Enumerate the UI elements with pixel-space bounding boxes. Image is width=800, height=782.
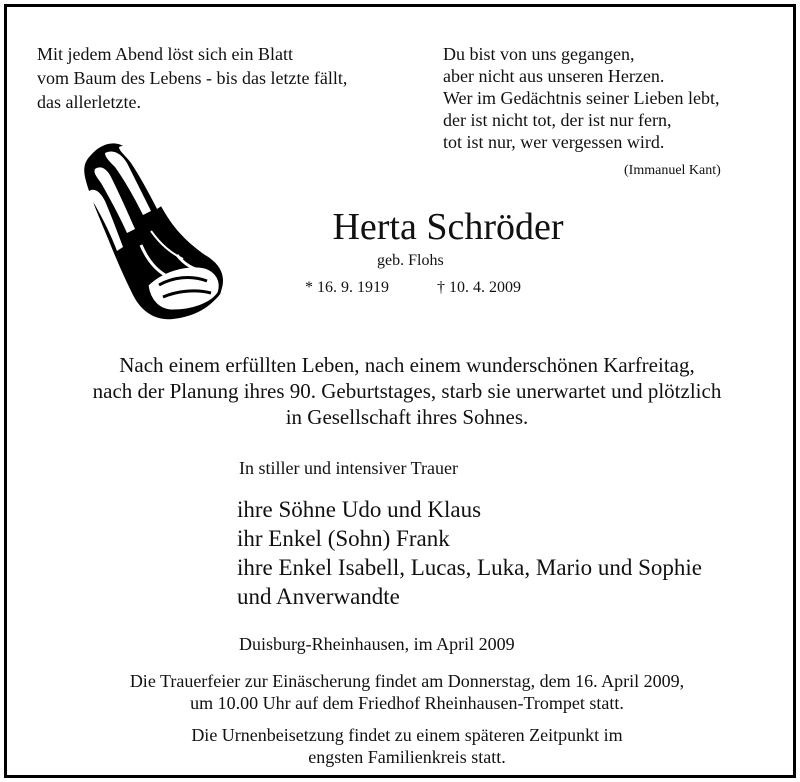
ceremony-line: um 10.00 Uhr auf dem Friedhof Rheinhausen-Trompet statt.	[190, 693, 624, 713]
birth-line	[305, 279, 389, 297]
place-date: Duisburg-Rheinhausen, im April 2009	[239, 634, 515, 654]
poem-right-line: Du bist von uns gegangen,	[443, 44, 635, 64]
urn-line: Die Urnenbeisetzung findet zu einem späteren Zeitpunkt im	[191, 725, 623, 745]
deceased-name	[7, 205, 800, 249]
poem-right-line: aber nicht aus unseren Herzen.	[443, 66, 665, 86]
intro-text	[7, 352, 800, 430]
death-line	[437, 279, 521, 297]
death-symbol: †	[437, 279, 445, 296]
poem-left-line: vom Baum des Lebens - bis das letzte fällt,	[37, 68, 348, 88]
mourners-list	[237, 495, 702, 611]
mourning-heading: In stiller und intensiver Trauer	[239, 458, 458, 478]
poem-right-line: tot ist nur, wer vergessen wird.	[443, 132, 665, 152]
intro-line: in Gesellschaft ihres Sohnes.	[285, 405, 529, 429]
deceased-name-text: Herta Schröder	[332, 206, 564, 248]
ceremony-line: Die Trauerfeier zur Einäscherung findet am Donnerstag, dem 16. April 2009,	[129, 671, 685, 691]
death-date: 10. 4. 2009	[449, 279, 521, 296]
intro-line: nach der Planung ihres 90. Geburtstages, starb sie unerwartet und plötzlich	[92, 379, 722, 403]
urn-line: engsten Familienkreis statt.	[308, 747, 506, 767]
ceremony-text	[7, 670, 800, 714]
birth-symbol: *	[305, 279, 313, 296]
poem-attribution: (Immanuel Kant)	[624, 163, 721, 178]
birth-date: 16. 9. 1919	[317, 279, 389, 296]
mourner-line: ihr Enkel (Sohn) Frank	[237, 526, 450, 551]
mourner-line: ihre Söhne Udo und Klaus	[237, 497, 482, 522]
poem-left-line: das allerletzte.	[37, 92, 141, 112]
mourner-line: und Anverwandte	[237, 584, 400, 609]
intro-line: Nach einem erfüllten Leben, nach einem wunderschönen Karfreitag,	[119, 353, 695, 377]
poem-right-line: der ist nicht tot, der ist nur fern,	[443, 110, 672, 130]
mourner-line: ihre Enkel Isabell, Lucas, Luka, Mario und Sophie	[237, 555, 702, 580]
birth-name: geb. Flohs	[377, 252, 444, 269]
poem-right	[443, 43, 719, 153]
urn-text	[7, 724, 800, 768]
poem-left-line: Mit jedem Abend löst sich ein Blatt	[37, 44, 293, 64]
obituary-frame	[4, 4, 796, 778]
poem-left	[37, 42, 347, 114]
poem-right-line: Wer im Gedächtnis seiner Lieben lebt,	[443, 88, 720, 108]
